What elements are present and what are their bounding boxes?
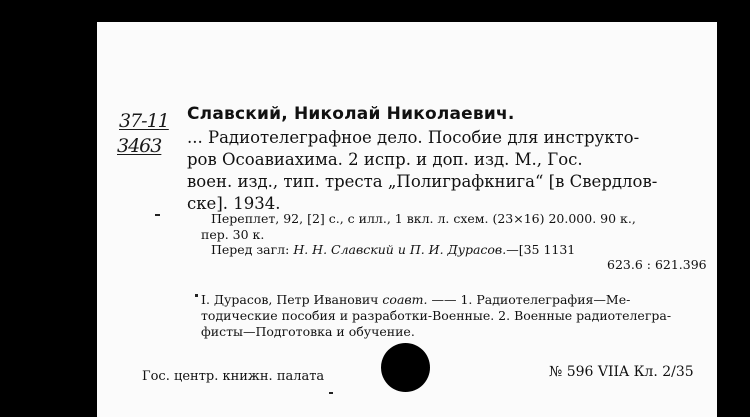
title-page-authors: Н. Н. Славский и П. И. Дурасов. (293, 242, 507, 257)
tracing-line-3: фисты—Подготовка и обучение. (201, 324, 415, 339)
call-number-bottom: 3463 (117, 135, 162, 157)
title-page-prefix: Перед загл: (211, 242, 290, 257)
tracing-rest: —— 1. Радиотелеграфия—Ме- (427, 292, 631, 307)
punch-hole (381, 343, 430, 392)
title-line-2: ров Осоавиахима. 2 испр. и доп. изд. М., Гос. (187, 150, 583, 169)
call-number-top: 37-11 (119, 110, 169, 132)
footer-publisher: Гос. центр. книжн. палата (142, 369, 325, 384)
title-line-1: ... Радиотелеграфное дело. Пособие для инструкто- (187, 128, 640, 147)
class-number: 623.6 : 621.396 (607, 257, 707, 272)
footer-registration: № 596 VIIA Кл. 2/35 (549, 364, 694, 380)
title-line-3: воен. изд., тип. треста „Полиграфкнига“ [в Свердлов- (187, 172, 658, 191)
dust-speck (195, 294, 198, 297)
title-page-note (211, 244, 575, 257)
tracing-prefix: I. Дурасов, Петр Иванович (201, 292, 379, 307)
title-page-suffix: —[35 1131 (506, 242, 576, 257)
title-line-4: ске]. 1934. (187, 194, 281, 213)
tracing-line-1 (201, 294, 630, 307)
physical-description-line-2: пер. 30 к. (201, 227, 265, 242)
physical-description-line-1: Переплет, 92, [2] с., с илл., 1 вкл. л. схем. (23×16) 20.000. 90 к., (211, 211, 636, 226)
author-heading: Славский, Николай Николаевич. (187, 104, 515, 124)
dust-speck (155, 214, 160, 216)
tracing-role: соавт. (382, 292, 428, 307)
dust-speck (329, 392, 333, 394)
tracing-line-2: тодические пособия и разработки-Военные. 2. Военные радиотелегра- (201, 308, 672, 323)
